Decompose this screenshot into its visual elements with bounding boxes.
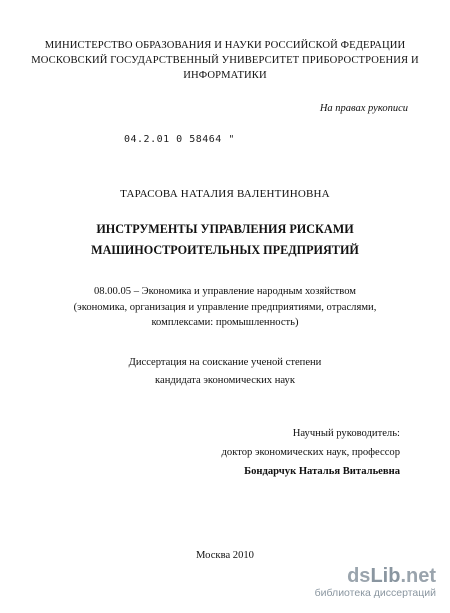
ministry-line-2: МОСКОВСКИЙ ГОСУДАРСТВЕННЫЙ УНИВЕРСИТЕТ ПРИБОРОСТРОЕНИЯ И bbox=[31, 55, 419, 66]
rights-note: На правах рукописи bbox=[319, 103, 408, 114]
catalog-number-stamp: 04.2.01 0 58464 " bbox=[124, 134, 235, 145]
supervisor-block bbox=[150, 424, 400, 481]
city-year: Москва 2010 bbox=[196, 550, 254, 561]
supervisor-rank: доктор экономических наук, профессор bbox=[221, 447, 400, 458]
dissertation-title bbox=[0, 219, 450, 261]
title-line-2: МАШИНОСТРОИТЕЛЬНЫХ ПРЕДПРИЯТИЙ bbox=[91, 243, 359, 257]
watermark-logo bbox=[315, 566, 436, 586]
ministry-line-3: ИНФОРМАТИКИ bbox=[183, 70, 267, 81]
ministry-header bbox=[0, 38, 450, 83]
specialty-line-3: комплексами: промышленность) bbox=[151, 317, 299, 328]
supervisor-label: Научный руководитель: bbox=[292, 428, 400, 439]
author-name: ТАРАСОВА НАТАЛИЯ ВАЛЕНТИНОВНА bbox=[120, 188, 330, 200]
dslib-watermark[interactable] bbox=[315, 566, 436, 599]
supervisor-name: Бондарчук Наталья Витальевна bbox=[244, 466, 400, 477]
specialty-block bbox=[0, 284, 450, 331]
ministry-line-1: МИНИСТЕРСТВО ОБРАЗОВАНИЯ И НАУКИ РОССИЙСКОЙ ФЕДЕРАЦИИ bbox=[44, 40, 406, 51]
title-line-1: ИНСТРУМЕНТЫ УПРАВЛЕНИЯ РИСКАМИ bbox=[96, 222, 354, 236]
watermark-net: .net bbox=[400, 565, 436, 587]
watermark-ds: ds bbox=[347, 565, 371, 587]
specialty-line-2: (экономика, организация и управление предприятиями, отраслями, bbox=[73, 301, 377, 313]
degree-line-2: кандидата экономических наук bbox=[155, 375, 295, 386]
specialty-line-1: 08.00.05 – Экономика и управление народным хозяйством bbox=[93, 286, 357, 297]
watermark-lib: Lib bbox=[370, 565, 401, 587]
degree-line-1: Диссертация на соискание ученой степени bbox=[128, 357, 322, 368]
degree-block bbox=[0, 354, 450, 390]
watermark-subtitle: библиотека диссертаций bbox=[314, 587, 436, 599]
